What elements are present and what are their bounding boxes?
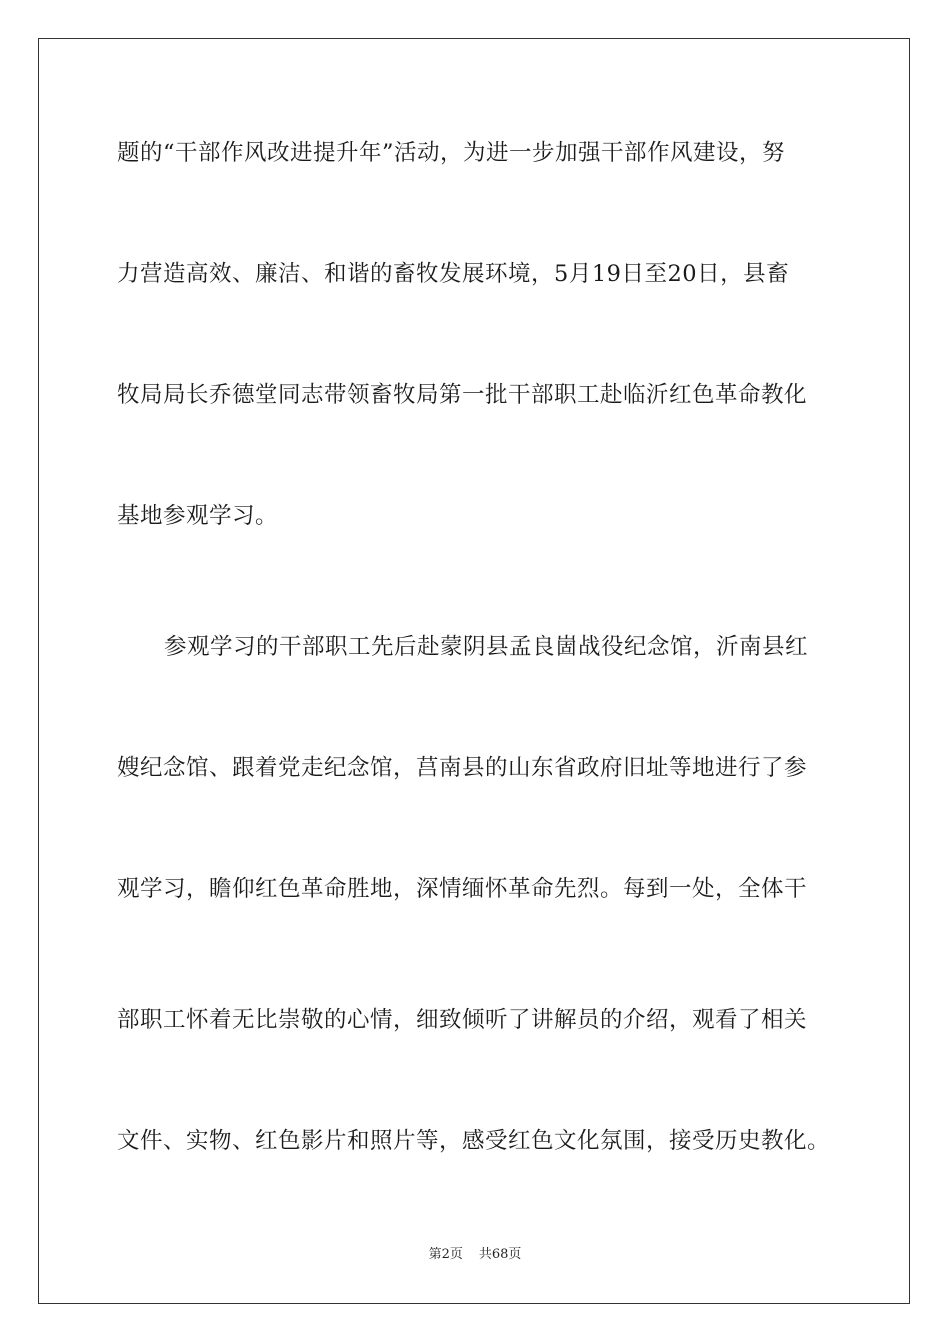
page-footer xyxy=(0,1246,950,1264)
paragraph-line: 基地参观学习。 xyxy=(117,503,279,529)
paragraph-line: 文件、实物、红色影片和照片等，感受红色文化氛围，接受历史教化。 xyxy=(117,1128,831,1154)
page-total: 共68页 xyxy=(478,1247,522,1262)
page-number: 第2页 xyxy=(428,1247,463,1262)
paragraph-line: 部职工怀着无比崇敬的心情，细致倾听了讲解员的介绍，观看了相关 xyxy=(117,1007,808,1033)
paragraph-line: 牧局局长乔德堂同志带领畜牧局第一批干部职工赴临沂红色革命教化 xyxy=(117,382,808,408)
paragraph-line: 参观学习的干部职工先后赴蒙阴县孟良崮战役纪念馆，沂南县红 xyxy=(164,634,809,660)
paragraph-line: 嫂纪念馆、跟着党走纪念馆，莒南县的山东省政府旧址等地进行了参 xyxy=(117,755,808,781)
paragraph-line: 力营造高效、廉洁、和谐的畜牧发展环境，5月19日至20日，县畜 xyxy=(117,261,790,287)
paragraph-line: 观学习，瞻仰红色革命胜地，深情缅怀革命先烈。每到一处，全体干 xyxy=(117,876,808,902)
page-border xyxy=(38,38,910,1304)
paragraph-line: 题的“干部作风改进提升年”活动，为进一步加强干部作风建设，努 xyxy=(117,140,786,166)
